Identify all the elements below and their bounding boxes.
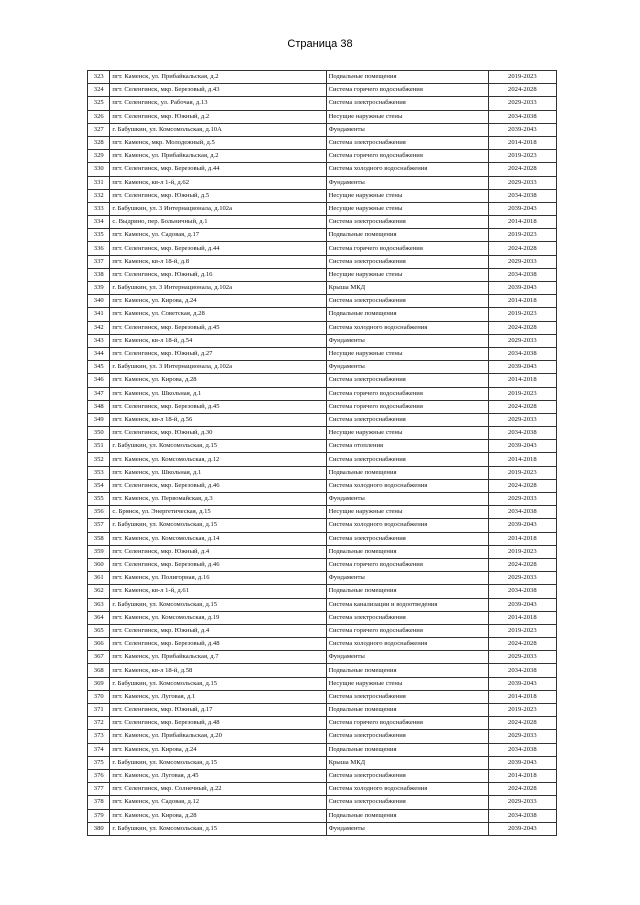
building-system-cell: Система горячего водоснабжения bbox=[326, 717, 488, 730]
period-cell: 2029-2033 bbox=[488, 796, 556, 809]
building-system-cell: Система горячего водоснабжения bbox=[326, 84, 488, 97]
row-number: 375 bbox=[88, 756, 110, 769]
building-system-cell: Система электроснабжения bbox=[326, 255, 488, 268]
address-cell: пгт. Селенгинск, мкр. Солнечный, д.22 bbox=[110, 783, 326, 796]
address-cell: пгт. Селенгинск, мкр. Березовый, д.45 bbox=[110, 321, 326, 334]
address-cell: пгт. Каменск, ул. Советская, д.28 bbox=[110, 308, 326, 321]
row-number: 345 bbox=[88, 361, 110, 374]
building-system-cell: Система холодного водоснабжения bbox=[326, 479, 488, 492]
building-system-cell: Система отопления bbox=[326, 440, 488, 453]
period-cell: 2024-2028 bbox=[488, 717, 556, 730]
table-row bbox=[88, 677, 557, 690]
address-cell: с. Выдрино, пер. Больничный, д.1 bbox=[110, 216, 326, 229]
address-cell: г. Бабушкин, ул. Комсомольская, д.15 bbox=[110, 598, 326, 611]
period-cell: 2019-2023 bbox=[488, 71, 556, 84]
table-row bbox=[88, 334, 557, 347]
period-cell: 2029-2033 bbox=[488, 651, 556, 664]
building-system-cell: Фундаменты bbox=[326, 493, 488, 506]
table-row bbox=[88, 506, 557, 519]
period-cell: 2034-2038 bbox=[488, 809, 556, 822]
table-row bbox=[88, 295, 557, 308]
row-number: 370 bbox=[88, 690, 110, 703]
address-cell: пгт. Селенгинск, мкр. Южный, д.27 bbox=[110, 347, 326, 360]
address-cell: г. Бабушкин, ул. Комсомольская, д.15 bbox=[110, 822, 326, 835]
table-row bbox=[88, 598, 557, 611]
period-cell: 2024-2028 bbox=[488, 783, 556, 796]
table-row bbox=[88, 756, 557, 769]
table-row bbox=[88, 453, 557, 466]
period-cell: 2034-2038 bbox=[488, 743, 556, 756]
table-row bbox=[88, 361, 557, 374]
row-number: 357 bbox=[88, 519, 110, 532]
row-number: 367 bbox=[88, 651, 110, 664]
table-row bbox=[88, 189, 557, 202]
building-system-cell: Система электроснабжения bbox=[326, 97, 488, 110]
address-cell: пгт. Каменск, кв-л 18-й, д.8 bbox=[110, 255, 326, 268]
period-cell: 2014-2018 bbox=[488, 453, 556, 466]
table-row bbox=[88, 136, 557, 149]
table-row bbox=[88, 822, 557, 835]
period-cell: 2024-2028 bbox=[488, 638, 556, 651]
row-number: 349 bbox=[88, 413, 110, 426]
address-cell: пгт. Каменск, ул. Садовая, д.17 bbox=[110, 229, 326, 242]
table-row bbox=[88, 743, 557, 756]
building-system-cell: Подвальные помещения bbox=[326, 229, 488, 242]
address-cell: пгт. Селенгинск, мкр. Березовый, д.48 bbox=[110, 638, 326, 651]
address-cell: пгт. Каменск, мкр. Молодежный, д.5 bbox=[110, 136, 326, 149]
table-row bbox=[88, 242, 557, 255]
row-number: 351 bbox=[88, 440, 110, 453]
building-system-cell: Подвальные помещения bbox=[326, 704, 488, 717]
building-system-cell: Система холодного водоснабжения bbox=[326, 638, 488, 651]
row-number: 348 bbox=[88, 400, 110, 413]
table-row bbox=[88, 624, 557, 637]
table-row bbox=[88, 84, 557, 97]
table-row bbox=[88, 466, 557, 479]
repair-schedule-table bbox=[87, 70, 557, 836]
address-cell: пгт. Селенгинск, мкр. Березовый, д.44 bbox=[110, 242, 326, 255]
address-cell: г. Бабушкин, ул. Комсомольская, д.15 bbox=[110, 440, 326, 453]
building-system-cell: Фундаменты bbox=[326, 334, 488, 347]
address-cell: пгт. Каменск, ул. Полигорная, д.16 bbox=[110, 572, 326, 585]
period-cell: 2029-2033 bbox=[488, 97, 556, 110]
building-system-cell: Несущие наружные стены bbox=[326, 268, 488, 281]
address-cell: пгт. Селенгинск, мкр. Южный, д.4 bbox=[110, 624, 326, 637]
building-system-cell: Система холодного водоснабжения bbox=[326, 519, 488, 532]
building-system-cell: Система электроснабжения bbox=[326, 690, 488, 703]
building-system-cell: Фундаменты bbox=[326, 176, 488, 189]
address-cell: пгт. Каменск, ул. Комсомольская, д.12 bbox=[110, 453, 326, 466]
address-cell: пгт. Каменск, кв-л 18-й, д.58 bbox=[110, 664, 326, 677]
building-system-cell: Система горячего водоснабжения bbox=[326, 624, 488, 637]
building-system-cell: Система холодного водоснабжения bbox=[326, 163, 488, 176]
period-cell: 2034-2038 bbox=[488, 506, 556, 519]
building-system-cell: Система канализации и водоотведения bbox=[326, 598, 488, 611]
building-system-cell: Фундаменты bbox=[326, 361, 488, 374]
building-system-cell: Система горячего водоснабжения bbox=[326, 400, 488, 413]
row-number: 326 bbox=[88, 110, 110, 123]
table-row bbox=[88, 809, 557, 822]
row-number: 377 bbox=[88, 783, 110, 796]
table-row bbox=[88, 717, 557, 730]
row-number: 355 bbox=[88, 493, 110, 506]
table-row bbox=[88, 519, 557, 532]
row-number: 330 bbox=[88, 163, 110, 176]
period-cell: 2024-2028 bbox=[488, 84, 556, 97]
table-row bbox=[88, 387, 557, 400]
period-cell: 2039-2043 bbox=[488, 440, 556, 453]
period-cell: 2014-2018 bbox=[488, 611, 556, 624]
row-number: 339 bbox=[88, 282, 110, 295]
row-number: 334 bbox=[88, 216, 110, 229]
table-row bbox=[88, 532, 557, 545]
building-system-cell: Система горячего водоснабжения bbox=[326, 242, 488, 255]
row-number: 332 bbox=[88, 189, 110, 202]
table-row bbox=[88, 282, 557, 295]
row-number: 373 bbox=[88, 730, 110, 743]
table-row bbox=[88, 150, 557, 163]
address-cell: пгт. Селенгинск, мкр. Южный, д.16 bbox=[110, 268, 326, 281]
row-number: 350 bbox=[88, 427, 110, 440]
table-row bbox=[88, 440, 557, 453]
row-number: 359 bbox=[88, 545, 110, 558]
address-cell: г. Бабушкин, ул. Комсомольская, д.15 bbox=[110, 519, 326, 532]
row-number: 333 bbox=[88, 202, 110, 215]
address-cell: пгт. Селенгинск, мкр. Березовый, д.44 bbox=[110, 163, 326, 176]
building-system-cell: Система электроснабжения bbox=[326, 532, 488, 545]
table-row bbox=[88, 268, 557, 281]
address-cell: пгт. Каменск, ул. Прибайкальская, д.2 bbox=[110, 150, 326, 163]
building-system-cell: Система электроснабжения bbox=[326, 136, 488, 149]
address-cell: пгт. Каменск, ул. Луговая, д.45 bbox=[110, 769, 326, 782]
building-system-cell: Подвальные помещения bbox=[326, 585, 488, 598]
row-number: 337 bbox=[88, 255, 110, 268]
table-row bbox=[88, 255, 557, 268]
address-cell: пгт. Селенгинск, мкр. Березовый, д.46 bbox=[110, 558, 326, 571]
building-system-cell: Подвальные помещения bbox=[326, 545, 488, 558]
table-row bbox=[88, 783, 557, 796]
period-cell: 2039-2043 bbox=[488, 282, 556, 295]
row-number: 364 bbox=[88, 611, 110, 624]
row-number: 336 bbox=[88, 242, 110, 255]
row-number: 354 bbox=[88, 479, 110, 492]
table-row bbox=[88, 545, 557, 558]
period-cell: 2024-2028 bbox=[488, 321, 556, 334]
row-number: 365 bbox=[88, 624, 110, 637]
period-cell: 2034-2038 bbox=[488, 347, 556, 360]
row-number: 342 bbox=[88, 321, 110, 334]
row-number: 328 bbox=[88, 136, 110, 149]
row-number: 331 bbox=[88, 176, 110, 189]
address-cell: пгт. Каменск, кв-л 18-й, д.54 bbox=[110, 334, 326, 347]
building-system-cell: Фундаменты bbox=[326, 651, 488, 664]
row-number: 341 bbox=[88, 308, 110, 321]
row-number: 335 bbox=[88, 229, 110, 242]
period-cell: 2019-2023 bbox=[488, 704, 556, 717]
period-cell: 2019-2023 bbox=[488, 466, 556, 479]
building-system-cell: Подвальные помещения bbox=[326, 743, 488, 756]
period-cell: 2029-2033 bbox=[488, 413, 556, 426]
table-row bbox=[88, 558, 557, 571]
address-cell: пгт. Селенгинск, мкр. Южный, д.4 bbox=[110, 545, 326, 558]
address-cell: г. Бабушкин, ул. 3 Интернационала, д.102а bbox=[110, 282, 326, 295]
period-cell: 2034-2038 bbox=[488, 585, 556, 598]
address-cell: пгт. Селенгинск, мкр. Южный, д.17 bbox=[110, 704, 326, 717]
address-cell: г. Бабушкин, ул. Комсомольская, д.10А bbox=[110, 123, 326, 136]
address-cell: пгт. Каменск, ул. Кирова, д.24 bbox=[110, 295, 326, 308]
address-cell: пгт. Селенгинск, мкр. Березовый, д.43 bbox=[110, 84, 326, 97]
table-row bbox=[88, 216, 557, 229]
page-number-header: Страница 38 bbox=[287, 38, 353, 50]
row-number: 329 bbox=[88, 150, 110, 163]
building-system-cell: Несущие наружные стены bbox=[326, 347, 488, 360]
building-system-cell: Несущие наружные стены bbox=[326, 202, 488, 215]
building-system-cell: Несущие наружные стены bbox=[326, 427, 488, 440]
building-system-cell: Подвальные помещения bbox=[326, 466, 488, 479]
table-row bbox=[88, 796, 557, 809]
period-cell: 2019-2023 bbox=[488, 387, 556, 400]
building-system-cell: Подвальные помещения bbox=[326, 308, 488, 321]
address-cell: пгт. Каменск, кв-л 18-й, д.56 bbox=[110, 413, 326, 426]
period-cell: 2014-2018 bbox=[488, 374, 556, 387]
period-cell: 2029-2033 bbox=[488, 176, 556, 189]
period-cell: 2039-2043 bbox=[488, 361, 556, 374]
row-number: 340 bbox=[88, 295, 110, 308]
address-cell: пгт. Селенгинск, мкр. Южный, д.5 bbox=[110, 189, 326, 202]
building-system-cell: Подвальные помещения bbox=[326, 664, 488, 677]
address-cell: пгт. Каменск, ул. Школьная, д.1 bbox=[110, 466, 326, 479]
address-cell: пгт. Селенгинск, мкр. Березовый, д.45 bbox=[110, 400, 326, 413]
period-cell: 2024-2028 bbox=[488, 242, 556, 255]
row-number: 380 bbox=[88, 822, 110, 835]
address-cell: пгт. Селенгинск, ул. Рабочая, д.13 bbox=[110, 97, 326, 110]
row-number: 374 bbox=[88, 743, 110, 756]
row-number: 371 bbox=[88, 704, 110, 717]
period-cell: 2034-2038 bbox=[488, 268, 556, 281]
period-cell: 2014-2018 bbox=[488, 136, 556, 149]
table-row bbox=[88, 110, 557, 123]
row-number: 325 bbox=[88, 97, 110, 110]
table-row bbox=[88, 176, 557, 189]
period-cell: 2039-2043 bbox=[488, 519, 556, 532]
row-number: 324 bbox=[88, 84, 110, 97]
period-cell: 2039-2043 bbox=[488, 598, 556, 611]
period-cell: 2019-2023 bbox=[488, 308, 556, 321]
row-number: 378 bbox=[88, 796, 110, 809]
row-number: 323 bbox=[88, 71, 110, 84]
period-cell: 2039-2043 bbox=[488, 202, 556, 215]
building-system-cell: Подвальные помещения bbox=[326, 71, 488, 84]
building-system-cell: Система электроснабжения bbox=[326, 796, 488, 809]
building-system-cell: Система электроснабжения bbox=[326, 374, 488, 387]
row-number: 356 bbox=[88, 506, 110, 519]
address-cell: пгт. Каменск, кв-л 1-й, д.62 bbox=[110, 176, 326, 189]
address-cell: пгт. Каменск, ул. Прибайкальская, д.20 bbox=[110, 730, 326, 743]
row-number: 346 bbox=[88, 374, 110, 387]
table-row bbox=[88, 704, 557, 717]
table-row bbox=[88, 202, 557, 215]
building-system-cell: Система электроснабжения bbox=[326, 769, 488, 782]
period-cell: 2014-2018 bbox=[488, 690, 556, 703]
row-number: 338 bbox=[88, 268, 110, 281]
period-cell: 2019-2023 bbox=[488, 624, 556, 637]
building-system-cell: Подвальные помещения bbox=[326, 809, 488, 822]
building-system-cell: Система горячего водоснабжения bbox=[326, 558, 488, 571]
building-system-cell: Крыша МКД bbox=[326, 756, 488, 769]
period-cell: 2014-2018 bbox=[488, 532, 556, 545]
address-cell: пгт. Каменск, ул. Первомайская, д.3 bbox=[110, 493, 326, 506]
table-row bbox=[88, 479, 557, 492]
period-cell: 2014-2018 bbox=[488, 295, 556, 308]
row-number: 344 bbox=[88, 347, 110, 360]
row-number: 363 bbox=[88, 598, 110, 611]
period-cell: 2019-2023 bbox=[488, 229, 556, 242]
period-cell: 2039-2043 bbox=[488, 123, 556, 136]
row-number: 343 bbox=[88, 334, 110, 347]
building-system-cell: Фундаменты bbox=[326, 572, 488, 585]
period-cell: 2034-2038 bbox=[488, 664, 556, 677]
period-cell: 2024-2028 bbox=[488, 558, 556, 571]
period-cell: 2014-2018 bbox=[488, 216, 556, 229]
table-row bbox=[88, 730, 557, 743]
period-cell: 2029-2033 bbox=[488, 493, 556, 506]
address-cell: г. Бабушкин, ул. Комсомольская, д.15 bbox=[110, 756, 326, 769]
table-row bbox=[88, 400, 557, 413]
address-cell: пгт. Каменск, ул. Луговая, д.1 bbox=[110, 690, 326, 703]
period-cell: 2029-2033 bbox=[488, 334, 556, 347]
address-cell: г. Бабушкин, ул. 3 Интернационала, д.102а bbox=[110, 361, 326, 374]
address-cell: пгт. Каменск, ул. Комсомольская, д.14 bbox=[110, 532, 326, 545]
period-cell: 2019-2023 bbox=[488, 545, 556, 558]
building-system-cell: Фундаменты bbox=[326, 822, 488, 835]
address-cell: пгт. Селенгинск, мкр. Березовый, д.48 bbox=[110, 717, 326, 730]
period-cell: 2029-2033 bbox=[488, 572, 556, 585]
table-row bbox=[88, 651, 557, 664]
table-row bbox=[88, 163, 557, 176]
period-cell: 2029-2033 bbox=[488, 255, 556, 268]
address-cell: г. Бабушкин, ул. Комсомольская, д.15 bbox=[110, 677, 326, 690]
building-system-cell: Система горячего водоснабжения bbox=[326, 387, 488, 400]
address-cell: пгт. Каменск, ул. Садовая, д.12 bbox=[110, 796, 326, 809]
table-row bbox=[88, 638, 557, 651]
period-cell: 2019-2023 bbox=[488, 150, 556, 163]
building-system-cell: Система электроснабжения bbox=[326, 611, 488, 624]
address-cell: пгт. Каменск, ул. Кирова, д.28 bbox=[110, 809, 326, 822]
building-system-cell: Система электроснабжения bbox=[326, 453, 488, 466]
row-number: 368 bbox=[88, 664, 110, 677]
table-row bbox=[88, 493, 557, 506]
table-row bbox=[88, 427, 557, 440]
address-cell: с. Брянск, ул. Энергетическая, д.15 bbox=[110, 506, 326, 519]
address-cell: пгт. Каменск, ул. Комсомольская, д.19 bbox=[110, 611, 326, 624]
table-row bbox=[88, 347, 557, 360]
row-number: 376 bbox=[88, 769, 110, 782]
table-row bbox=[88, 97, 557, 110]
row-number: 379 bbox=[88, 809, 110, 822]
building-system-cell: Несущие наружные стены bbox=[326, 110, 488, 123]
period-cell: 2039-2043 bbox=[488, 677, 556, 690]
table-row bbox=[88, 321, 557, 334]
building-system-cell: Система электроснабжения bbox=[326, 295, 488, 308]
building-system-cell: Система электроснабжения bbox=[326, 730, 488, 743]
table-row bbox=[88, 611, 557, 624]
period-cell: 2039-2043 bbox=[488, 822, 556, 835]
table-row bbox=[88, 413, 557, 426]
address-cell: пгт. Каменск, ул. Прибайкальская, д.2 bbox=[110, 71, 326, 84]
row-number: 347 bbox=[88, 387, 110, 400]
building-system-cell: Система холодного водоснабжения bbox=[326, 321, 488, 334]
building-system-cell: Система электроснабжения bbox=[326, 216, 488, 229]
row-number: 366 bbox=[88, 638, 110, 651]
row-number: 362 bbox=[88, 585, 110, 598]
address-cell: пгт. Каменск, ул. Школьная, д.1 bbox=[110, 387, 326, 400]
table-row bbox=[88, 769, 557, 782]
row-number: 361 bbox=[88, 572, 110, 585]
period-cell: 2024-2028 bbox=[488, 163, 556, 176]
address-cell: пгт. Селенгинск, мкр. Южный, д.30 bbox=[110, 427, 326, 440]
address-cell: г. Бабушкин, ул. 3 Интернационала, д.102а bbox=[110, 202, 326, 215]
table-row bbox=[88, 229, 557, 242]
period-cell: 2024-2028 bbox=[488, 479, 556, 492]
period-cell: 2034-2038 bbox=[488, 189, 556, 202]
address-cell: пгт. Каменск, ул. Кирова, д.24 bbox=[110, 743, 326, 756]
period-cell: 2029-2033 bbox=[488, 730, 556, 743]
address-cell: пгт. Каменск, ул. Кирова, д.28 bbox=[110, 374, 326, 387]
table-row bbox=[88, 572, 557, 585]
address-cell: пгт. Селенгинск, мкр. Южный, д.2 bbox=[110, 110, 326, 123]
building-system-cell: Система холодного водоснабжения bbox=[326, 783, 488, 796]
period-cell: 2034-2038 bbox=[488, 427, 556, 440]
address-cell: пгт. Селенгинск, мкр. Березовый, д.46 bbox=[110, 479, 326, 492]
building-system-cell: Система горячего водоснабжения bbox=[326, 150, 488, 163]
table-row bbox=[88, 308, 557, 321]
row-number: 327 bbox=[88, 123, 110, 136]
building-system-cell: Фундаменты bbox=[326, 123, 488, 136]
table-row bbox=[88, 374, 557, 387]
period-cell: 2039-2043 bbox=[488, 756, 556, 769]
address-cell: пгт. Каменск, ул. Прибайкальская, д.7 bbox=[110, 651, 326, 664]
row-number: 353 bbox=[88, 466, 110, 479]
building-system-cell: Несущие наружные стены bbox=[326, 677, 488, 690]
table-row bbox=[88, 690, 557, 703]
row-number: 358 bbox=[88, 532, 110, 545]
building-system-cell: Несущие наружные стены bbox=[326, 189, 488, 202]
row-number: 360 bbox=[88, 558, 110, 571]
period-cell: 2024-2028 bbox=[488, 400, 556, 413]
table-row bbox=[88, 123, 557, 136]
period-cell: 2034-2038 bbox=[488, 110, 556, 123]
row-number: 372 bbox=[88, 717, 110, 730]
period-cell: 2014-2018 bbox=[488, 769, 556, 782]
table-row bbox=[88, 71, 557, 84]
table-row bbox=[88, 664, 557, 677]
row-number: 352 bbox=[88, 453, 110, 466]
building-system-cell: Крыша МКД bbox=[326, 282, 488, 295]
building-system-cell: Система электроснабжения bbox=[326, 413, 488, 426]
table-row bbox=[88, 585, 557, 598]
address-cell: пгт. Каменск, кв-л 1-й, д.61 bbox=[110, 585, 326, 598]
building-system-cell: Несущие наружные стены bbox=[326, 506, 488, 519]
row-number: 369 bbox=[88, 677, 110, 690]
table-body bbox=[88, 71, 557, 836]
